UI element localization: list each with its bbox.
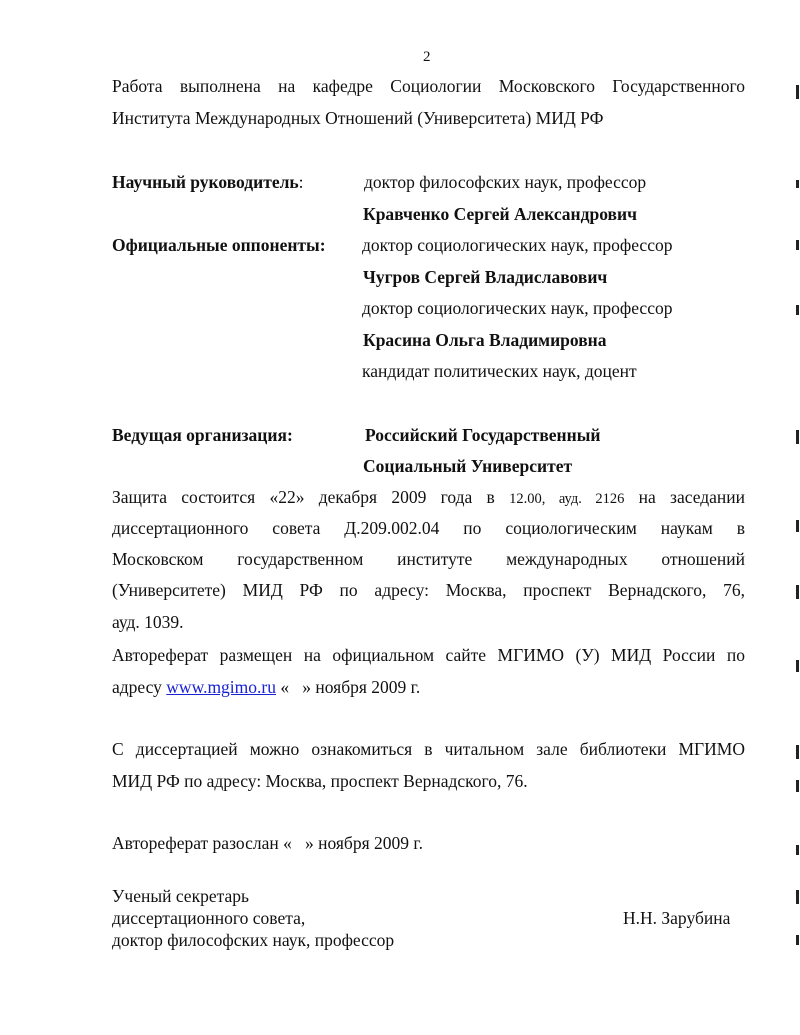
supervisor-degree: доктор философских наук, профессор	[364, 172, 647, 192]
intro-line-2: Института Международных Отношений (Университета) МИД РФ	[112, 108, 604, 128]
opponent-2-name: Красина Ольга Владимировна	[363, 330, 607, 350]
defense-line-5: ауд. 1039.	[112, 612, 184, 632]
supervisor-label-text: Научный руководитель	[112, 172, 299, 192]
scan-edge-marks	[794, 0, 800, 1035]
autoref-posted-date: « » ноября 2009 г.	[280, 677, 421, 697]
opponent-1-name: Чугров Сергей Владиславович	[363, 267, 608, 287]
page-number: 2	[423, 49, 431, 65]
opponent-3-degree: кандидат политических наук, доцент	[362, 361, 637, 381]
defense-line-1-text: Защита состоится «22» декабря 2009 года в	[112, 487, 495, 507]
secretary-title-line-3: доктор философских наук, профессор	[112, 930, 395, 950]
autoref-sent: Автореферат разослан « » ноября 2009 г.	[112, 833, 423, 853]
lead-org-line-2: Социальный Университет	[363, 456, 573, 476]
defense-line-1-end: на заседании	[638, 487, 745, 507]
defense-line-2: диссертационного совета Д.209.002.04 по социологическим наукам в	[112, 518, 745, 538]
supervisor-label-colon: :	[298, 172, 304, 192]
supervisor-name: Кравченко Сергей Александрович	[363, 204, 637, 224]
lead-org-line-1: Российский Государственный	[365, 425, 601, 445]
defense-line-4: (Университете) МИД РФ по адресу: Москва, проспект Вернадского, 76,	[112, 580, 745, 600]
library-line-1: С диссертацией можно ознакомиться в читальном зале библиотеки МГИМО	[112, 739, 745, 759]
intro-line-1: Работа выполнена на кафедре Социологии Московского Государственного	[112, 76, 745, 96]
defense-line-3: Московском государственном институте международных отношений	[112, 549, 745, 569]
autoref-posted-line-1: Автореферат размещен на официальном сайте МГИМО (У) МИД России по	[112, 645, 745, 665]
secretary-name: Н.Н. Зарубина	[623, 908, 731, 928]
defense-line-1	[112, 486, 745, 510]
library-line-2: МИД РФ по адресу: Москва, проспект Вернадского, 76.	[112, 771, 528, 791]
lead-org-label: Ведущая организация:	[112, 425, 293, 445]
mgimo-website-link[interactable]: www.mgimo.ru	[166, 677, 276, 697]
opponent-2-degree: доктор социологических наук, профессор	[362, 298, 673, 318]
opponents-label: Официальные оппоненты:	[112, 235, 326, 255]
secretary-title-line-2: диссертационного совета,	[112, 908, 306, 928]
autoref-posted-prefix: адресу	[112, 677, 162, 697]
autoref-posted-line-2	[112, 676, 420, 698]
defense-time: 12.00, ауд. 2126	[509, 491, 625, 507]
secretary-title-line-1: Ученый секретарь	[112, 886, 249, 906]
opponent-1-degree: доктор социологических наук, профессор	[362, 235, 673, 255]
supervisor-label	[112, 171, 304, 193]
